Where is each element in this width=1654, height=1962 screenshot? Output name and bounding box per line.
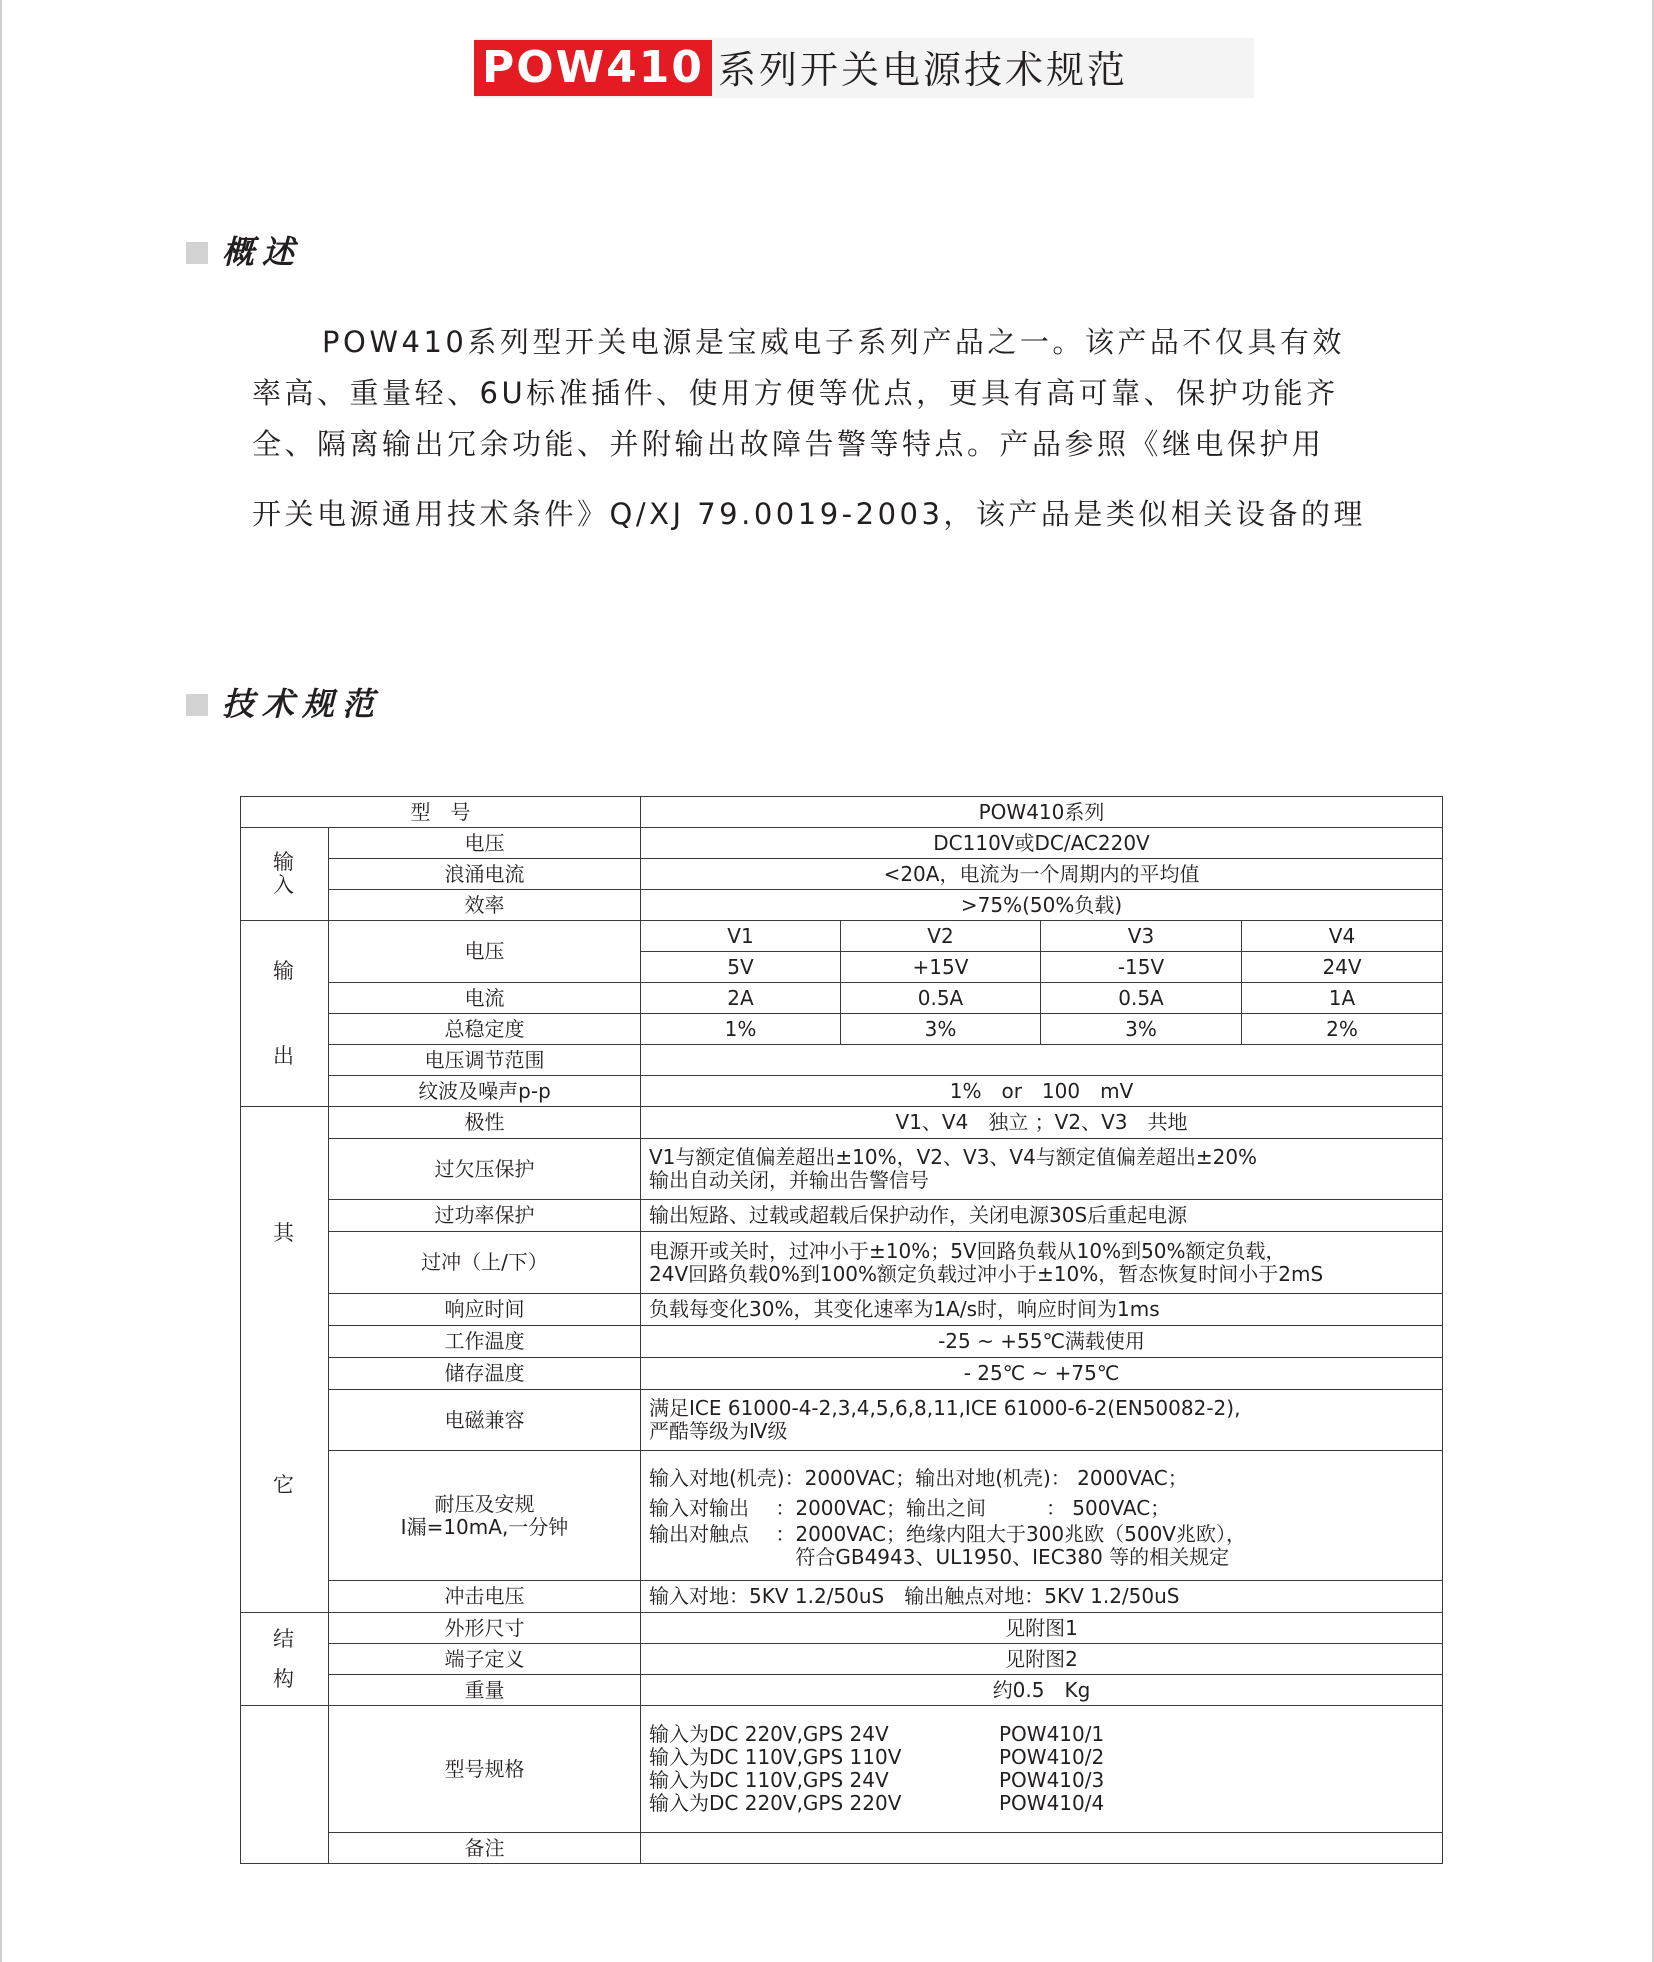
optemp-value: -25 ~ +55℃满载使用	[641, 1325, 1443, 1357]
models-value	[641, 1706, 1443, 1833]
term-label: 端子定义	[329, 1644, 641, 1675]
models-group-cell	[241, 1706, 329, 1864]
output-group-char: 出	[273, 1043, 296, 1068]
channel-v2: V2	[841, 921, 1041, 952]
model-row	[649, 1792, 1434, 1815]
model-desc: 输入为DC 220V,GPS 24V	[649, 1722, 889, 1746]
input-surge-label: 浪涌电流	[329, 859, 641, 890]
title-model-badge: POW410	[474, 40, 712, 96]
channel-v4: V4	[1242, 921, 1443, 952]
table-row	[241, 1107, 1443, 1139]
heading-square-icon	[186, 242, 208, 264]
overview-heading-text: 概述	[222, 233, 303, 271]
voltage-v3: -15V	[1041, 952, 1242, 983]
withstand-line: 符合GB4943、UL1950、IEC380 等的相关规定	[649, 1544, 1230, 1569]
model-row	[649, 1746, 1434, 1769]
table-row	[241, 1357, 1443, 1389]
weight-value: 约0.5 Kg	[641, 1675, 1443, 1706]
impulse-label: 冲击电压	[329, 1580, 641, 1612]
model-desc: 输入为DC 110V,GPS 24V	[649, 1768, 889, 1792]
polarity-value: V1、V4 独立 ；V2、V3 共地	[641, 1107, 1443, 1139]
current-v2: 0.5A	[841, 983, 1041, 1014]
ovp-line: V1与额定值偏差超出±10%，V2、V3、V4与额定值偏差超出±20%	[649, 1145, 1258, 1170]
output-group-label	[241, 921, 329, 1107]
ovp-line: 输出自动关闭，并输出告警信号	[649, 1168, 929, 1193]
other-group-char: 其	[273, 1220, 296, 1245]
withstand-value	[641, 1451, 1443, 1581]
output-stability-label: 总稳定度	[329, 1014, 641, 1045]
table-row	[241, 1580, 1443, 1612]
table-row	[241, 1675, 1443, 1706]
withstand-line: 输出对触点 ：2000VAC；绝缘内阻大于300兆欧（500V兆欧），	[649, 1521, 1246, 1546]
table-row	[241, 797, 1443, 828]
current-v1: 2A	[641, 983, 841, 1014]
model-row	[649, 1723, 1434, 1746]
output-current-label: 电流	[329, 983, 641, 1014]
other-group-char: 它	[273, 1473, 296, 1498]
ovp-value	[641, 1139, 1443, 1200]
input-surge-value: <20A，电流为一个周期内的平均值	[641, 859, 1443, 890]
spec-table	[240, 796, 1443, 1864]
channel-v1: V1	[641, 921, 841, 952]
emc-line: 严酷等级为Ⅳ级	[649, 1419, 788, 1444]
model-code: POW410/4	[999, 1791, 1105, 1815]
emc-line: 满足ICE 61000-4-2,3,4,5,6,8,11,ICE 61000-6-2(EN50082-2),	[649, 1396, 1241, 1421]
overshoot-label: 过冲（上/下）	[329, 1232, 641, 1293]
output-ripple-value: 1% or 100 mV	[641, 1076, 1443, 1107]
table-row	[241, 1200, 1443, 1232]
table-row	[241, 1325, 1443, 1357]
optemp-label: 工作温度	[329, 1325, 641, 1357]
output-group-char: 输	[273, 958, 296, 983]
table-row	[241, 1076, 1443, 1107]
model-row	[649, 1769, 1434, 1792]
output-adjust-label: 电压调节范围	[329, 1045, 641, 1076]
sttemp-value: - 25℃ ~ +75℃	[641, 1357, 1443, 1389]
input-voltage-label: 电压	[329, 828, 641, 859]
remark-label: 备注	[329, 1833, 641, 1864]
table-row	[241, 1451, 1443, 1581]
table-row	[241, 1045, 1443, 1076]
output-ripple-label: 纹波及噪声p-p	[329, 1076, 641, 1107]
polarity-label: 极性	[329, 1107, 641, 1139]
remark-value	[641, 1833, 1443, 1864]
page-title: 系列开关电源技术规范	[718, 48, 1129, 92]
table-row	[241, 1232, 1443, 1293]
table-row	[241, 828, 1443, 859]
table-row	[241, 1293, 1443, 1325]
emc-value	[641, 1390, 1443, 1451]
overview-line-3: 全、隔离输出冗余功能、并附输出故障告警等特点。产品参照《继电保护用	[252, 427, 1325, 461]
withstand-label-line: 耐压及安规	[434, 1491, 535, 1516]
overview-line-4: 开关电源通用技术条件》Q/XJ 79.0019-2003，该产品是类似相关设备的理	[252, 497, 1366, 531]
dim-label: 外形尺寸	[329, 1613, 641, 1644]
models-label: 型号规格	[329, 1706, 641, 1833]
model-code: POW410/2	[999, 1745, 1105, 1769]
model-desc: 输入为DC 220V,GPS 220V	[649, 1791, 902, 1815]
withstand-line: 输入对输出 ：2000VAC；输出之间 ： 500VAC；	[649, 1495, 1171, 1520]
voltage-v1: 5V	[641, 952, 841, 983]
model-desc: 输入为DC 110V,GPS 110V	[649, 1745, 902, 1769]
emc-label: 电磁兼容	[329, 1390, 641, 1451]
current-v4: 1A	[1242, 983, 1443, 1014]
model-label: 型 号	[241, 797, 641, 828]
response-value: 负载每变化30%，其变化速率为1A/s时，响应时间为1ms	[641, 1293, 1443, 1325]
input-group-label	[241, 828, 329, 921]
sttemp-label: 储存温度	[329, 1357, 641, 1389]
table-row	[241, 1613, 1443, 1644]
output-adjust-value	[641, 1045, 1443, 1076]
other-group-label	[241, 1107, 329, 1613]
voltage-v2: +15V	[841, 952, 1041, 983]
overview-line-1: POW410系列型开关电源是宝威电子系列产品之一。该产品不仅具有效	[322, 325, 1345, 359]
stability-v4: 2%	[1242, 1014, 1443, 1045]
opp-label: 过功率保护	[329, 1200, 641, 1232]
input-voltage-value: DC110V或DC/AC220V	[641, 828, 1443, 859]
table-row	[241, 1014, 1443, 1045]
overshoot-value	[641, 1232, 1443, 1293]
overshoot-line: 电源开或关时，过冲小于±10%；5V回路负载从10%到50%额定负载，	[649, 1238, 1286, 1263]
table-row	[241, 1706, 1443, 1833]
input-eff-value: >75%(50%负载)	[641, 890, 1443, 921]
impulse-value: 输入对地：5KV 1.2/50uS 输出触点对地：5KV 1.2/50uS	[641, 1580, 1443, 1612]
table-row	[241, 890, 1443, 921]
stability-v1: 1%	[641, 1014, 841, 1045]
structure-group-label	[241, 1613, 329, 1706]
overshoot-line: 24V回路负载0%到100%额定负载过冲小于±10%，暂态恢复时间小于2mS	[649, 1261, 1324, 1286]
withstand-line: 输入对地(机壳)：2000VAC；输出对地(机壳)： 2000VAC；	[649, 1465, 1188, 1490]
output-voltage-label: 电压	[329, 921, 641, 983]
channel-v3: V3	[1041, 921, 1242, 952]
opp-value: 输出短路、过载或超载后保护动作，关闭电源30S后重起电源	[641, 1200, 1443, 1232]
stability-v2: 3%	[841, 1014, 1041, 1045]
voltage-v4: 24V	[1242, 952, 1443, 983]
response-label: 响应时间	[329, 1293, 641, 1325]
weight-label: 重量	[329, 1675, 641, 1706]
current-v3: 0.5A	[1041, 983, 1242, 1014]
input-eff-label: 效率	[329, 890, 641, 921]
input-group-char: 输	[273, 850, 296, 874]
withstand-label	[329, 1451, 641, 1581]
stability-v3: 3%	[1041, 1014, 1242, 1045]
dim-value: 见附图1	[641, 1613, 1443, 1644]
term-value: 见附图2	[641, 1644, 1443, 1675]
table-row	[241, 921, 1443, 952]
table-row	[241, 1833, 1443, 1864]
overview-line-2: 率高、重量轻、6U标准插件、使用方便等优点，更具有高可靠、保护功能齐	[252, 376, 1339, 410]
table-row	[241, 1139, 1443, 1200]
table-row	[241, 983, 1443, 1014]
table-row	[241, 1644, 1443, 1675]
ovp-label: 过欠压保护	[329, 1139, 641, 1200]
model-value: POW410系列	[641, 797, 1443, 828]
structure-group-char: 结	[273, 1626, 296, 1651]
input-group-char: 入	[273, 873, 296, 897]
table-row	[241, 1390, 1443, 1451]
model-code: POW410/3	[999, 1768, 1105, 1792]
spec-heading-text: 技术规范	[222, 685, 383, 723]
heading-square-icon	[186, 694, 208, 716]
structure-group-char: 构	[273, 1666, 296, 1691]
model-code: POW410/1	[999, 1722, 1105, 1746]
table-row	[241, 859, 1443, 890]
withstand-label-line: I漏=10mA,一分钟	[400, 1514, 569, 1539]
